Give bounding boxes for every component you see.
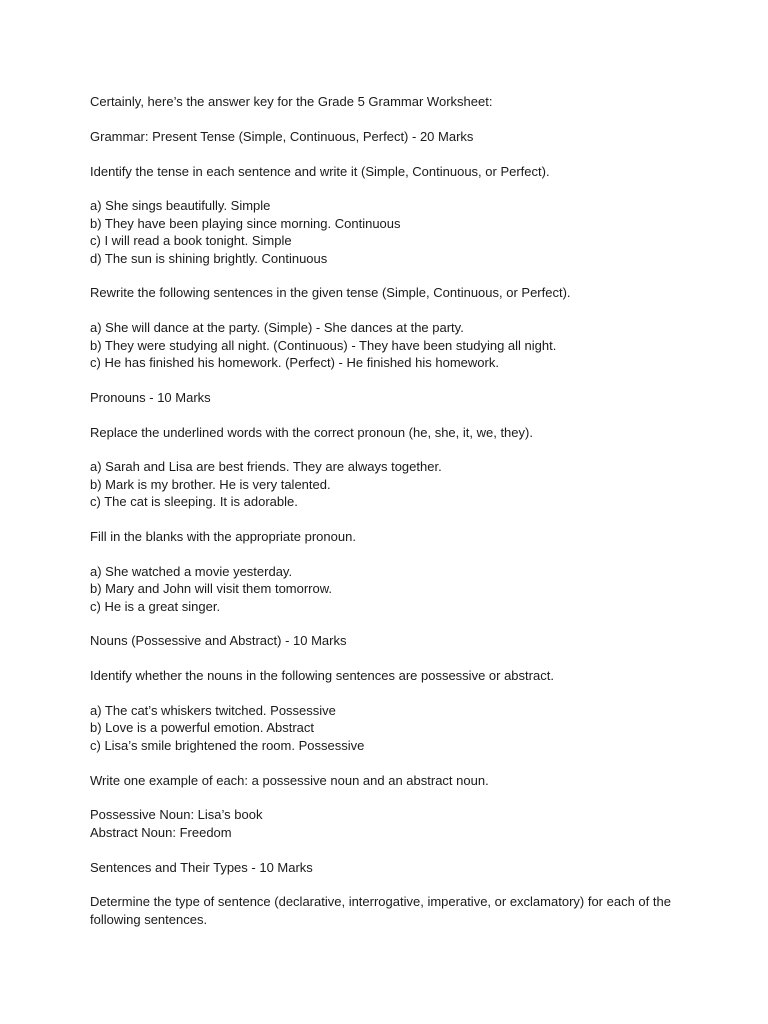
list-item: b) They have been playing since morning. Continuous bbox=[90, 215, 401, 231]
list-item: b) They were studying all night. (Continuous) - They have been studying all night. bbox=[90, 337, 557, 353]
pronouns-replace-list bbox=[90, 458, 690, 510]
list-item: c) I will read a book tonight. Simple bbox=[90, 233, 292, 249]
list-item: b) Love is a powerful emotion. Abstract bbox=[90, 720, 315, 736]
list-item: c) The cat is sleeping. It is adorable. bbox=[90, 494, 298, 510]
pronouns-fill-list bbox=[90, 563, 690, 615]
list-item: c) He has finished his homework. (Perfect) - He finished his homework. bbox=[90, 355, 499, 371]
list-item: Possessive Noun: Lisa’s book bbox=[90, 807, 263, 823]
list-item: a) She will dance at the party. (Simple) - She dances at the party. bbox=[90, 320, 464, 336]
list-item: a) She watched a movie yesterday. bbox=[90, 563, 293, 579]
sentences-instruction: Determine the type of sentence (declarative, interrogative, imperative, or exclamatory) for each of the following sentences. bbox=[90, 894, 671, 927]
pronouns-section-heading: Pronouns - 10 Marks bbox=[90, 389, 211, 405]
nouns-identify-list bbox=[90, 702, 690, 754]
list-item: c) Lisa’s smile brightened the room. Possessive bbox=[90, 737, 365, 753]
intro-text: Certainly, here’s the answer key for the Grade 5 Grammar Worksheet: bbox=[90, 94, 493, 109]
tense-rewrite-instruction: Rewrite the following sentences in the given tense (Simple, Continuous, or Perfect). bbox=[90, 285, 571, 301]
tense-identify-instruction: Identify the tense in each sentence and write it (Simple, Continuous, or Perfect). bbox=[90, 163, 550, 179]
pronouns-replace-instruction: Replace the underlined words with the correct pronoun (he, she, it, we, they). bbox=[90, 424, 533, 440]
nouns-identify-instruction: Identify whether the nouns in the following sentences are possessive or abstract. bbox=[90, 668, 554, 684]
tense-section-heading: Grammar: Present Tense (Simple, Continuous, Perfect) - 20 Marks bbox=[90, 128, 474, 144]
sentences-section-heading: Sentences and Their Types - 10 Marks bbox=[90, 859, 313, 875]
list-item: Abstract Noun: Freedom bbox=[90, 824, 232, 840]
list-item: c) He is a great singer. bbox=[90, 598, 221, 614]
tense-rewrite-list bbox=[90, 319, 690, 371]
worksheet-answer-key bbox=[90, 93, 690, 946]
tense-identify-list bbox=[90, 197, 690, 267]
list-item: d) The sun is shining brightly. Continuous bbox=[90, 250, 328, 266]
nouns-example-instruction: Write one example of each: a possessive noun and an abstract noun. bbox=[90, 772, 489, 788]
list-item: a) The cat’s whiskers twitched. Possessive bbox=[90, 703, 336, 719]
list-item: b) Mary and John will visit them tomorrow. bbox=[90, 581, 333, 597]
list-item: a) Sarah and Lisa are best friends. They are always together. bbox=[90, 459, 442, 475]
pronouns-fill-instruction: Fill in the blanks with the appropriate pronoun. bbox=[90, 529, 356, 545]
nouns-example-list bbox=[90, 806, 690, 841]
list-item: b) Mark is my brother. He is very talented. bbox=[90, 476, 331, 492]
list-item: a) She sings beautifully. Simple bbox=[90, 198, 271, 214]
nouns-section-heading: Nouns (Possessive and Abstract) - 10 Marks bbox=[90, 633, 347, 649]
